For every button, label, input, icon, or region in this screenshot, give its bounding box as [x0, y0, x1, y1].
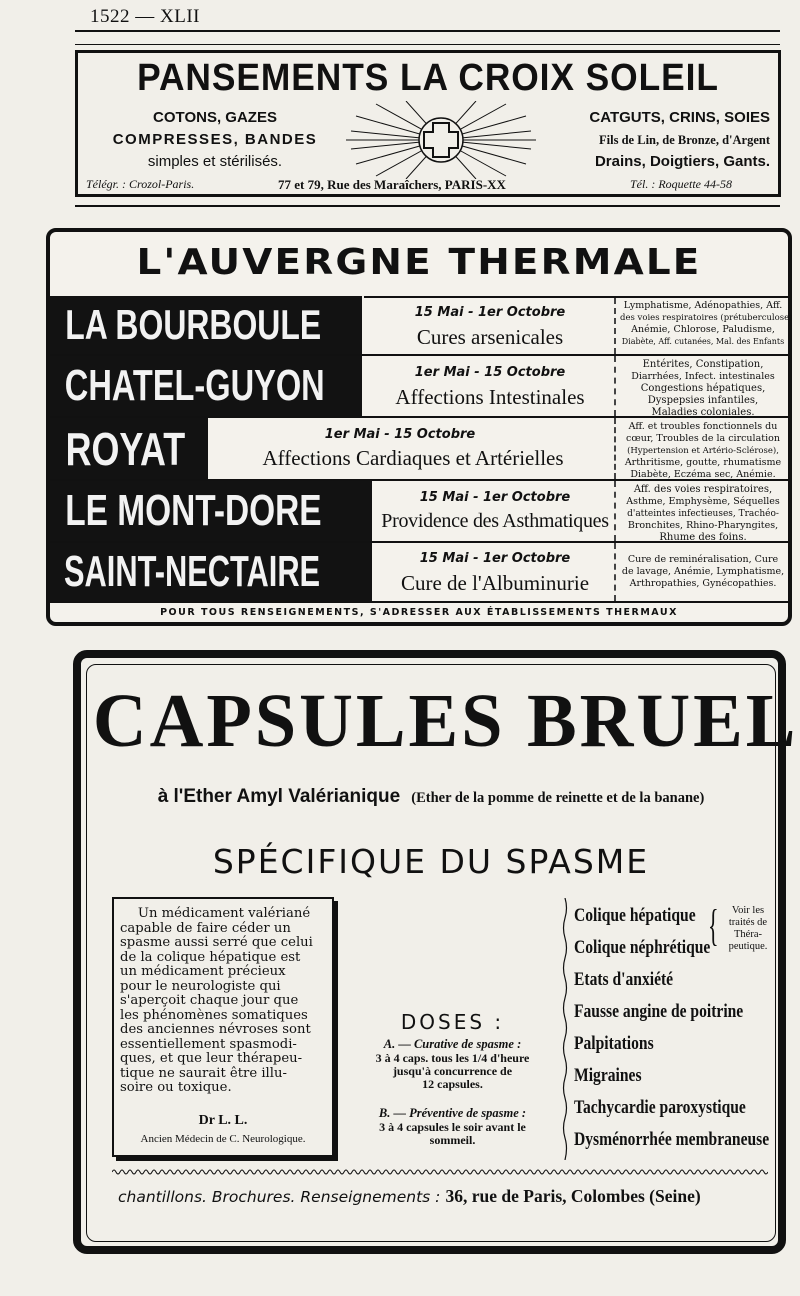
see-note-line: peutique. [728, 941, 768, 952]
brace-icon: { [708, 901, 719, 950]
indication-line: (Hypertension et Artério-Sclérose), [627, 446, 779, 456]
col-divider [614, 543, 616, 601]
quote-line: ques, et que leur thérapeu- [120, 1051, 303, 1066]
indication-line: Bronchites, Rhino-Pharyngites, [627, 520, 779, 531]
dose-b-title: B. — Préventive de spasme : [378, 1106, 527, 1120]
station-name: LA BOURBOULE [65, 301, 322, 348]
station-cure: Affections Cardiaques et Artérielles [262, 446, 564, 470]
indication-line: Anémie, Chlorose, Paludisme, [631, 324, 775, 335]
bruel-footer-italic: chantillons. Brochures. Renseignements : [118, 1188, 441, 1206]
ad1-bottom-rule [75, 205, 780, 207]
indication-line: Arthropathies, Gynécopathies. [629, 578, 777, 589]
quote-author: Dr L. L. [198, 1113, 248, 1128]
col-divider [614, 418, 616, 479]
croix-soleil-telegram: Télégr. : Crozol-Paris. [86, 177, 195, 191]
symptom-item: Tachycardie paroxystique [574, 1097, 746, 1118]
quote-line: les phénomènes somatiques [120, 1007, 308, 1023]
symptom-item: Dysménorrhée membraneuse [574, 1129, 770, 1150]
see-note-line: Voir les [731, 905, 765, 916]
station-name: ROYAT [65, 422, 186, 475]
station-name-box [50, 296, 362, 354]
station-name-box [50, 481, 372, 541]
indication-line: des voies respiratoires (prétuberculose) [620, 313, 793, 323]
auvergne-footer: POUR TOUS RENSEIGNEMENTS, S'ADRESSER AUX ÉTABLISSEMENTS THERMAUX [160, 607, 678, 618]
croix-soleil-title: PANSEMENTS LA CROIX SOLEIL [137, 57, 719, 99]
bruel-subtitle-bold: à l'Ether Amyl Valérianique [157, 786, 401, 807]
station-indications [620, 484, 786, 544]
bruel-title: CAPSULES BRUEL [92, 679, 799, 763]
symptom-item: Fausse angine de poitrine [574, 1001, 744, 1022]
see-note [718, 905, 778, 953]
bruel-footer-address: 36, rue de Paris, Colombes (Seine) [445, 1186, 701, 1206]
croix-soleil-phone: Tél. : Roquette 44-58 [630, 177, 732, 191]
dose-a-line: 3 à 4 caps. tous les 1/4 d'heure [375, 1051, 530, 1065]
quote-line: capable de faire céder un [120, 920, 291, 936]
symptom-item: Colique hépatique [574, 905, 696, 926]
dose-a-line: jusqu'à concurrence de [392, 1064, 513, 1078]
row-divider [50, 601, 788, 603]
bruel-footer [118, 1186, 778, 1207]
station-name-box [50, 356, 362, 416]
station-period: 15 Mai - 1er Octobre [419, 490, 571, 505]
station-name: CHATEL-GUYON [64, 361, 325, 410]
dose-b-line: 3 à 4 capsules le soir avant le [379, 1120, 526, 1134]
station-cure: Providence des Asthmatiques [381, 510, 609, 532]
dose-a-title: A. — Curative de spasme : [383, 1037, 522, 1051]
symptoms-divider [560, 898, 570, 1160]
header-rule [75, 30, 780, 32]
quote-line: Un médicament valériané [137, 906, 311, 921]
left-line: simples et stérilisés. [147, 153, 283, 170]
symptom-item: Colique néphrétique [574, 937, 711, 958]
left-line: COTONS, GAZES [153, 109, 277, 126]
ad-auvergne-thermale [46, 228, 792, 626]
quote-line: tique ne saurait être illu- [120, 1065, 287, 1081]
station-name: SAINT-NECTAIRE [64, 547, 321, 596]
station-cure: Affections Intestinales [395, 385, 585, 409]
croix-soleil-logo [346, 101, 536, 179]
indication-line: Cure de reminéralisation, Cure [627, 554, 779, 565]
quote-line: pour le neurologiste qui [120, 978, 281, 994]
left-line: COMPRESSES, BANDES [112, 131, 318, 148]
indication-line: Lymphatisme, Adénopathies, Aff. [623, 300, 783, 311]
doses-section [340, 1036, 565, 1147]
quote-line: essentiellement spasmodi- [120, 1036, 297, 1052]
indication-line: Arthritisme, goutte, rhumatisme [624, 457, 782, 468]
col-divider [614, 356, 616, 416]
ad-croix-soleil [75, 50, 781, 197]
indication-line: Congestions hépatiques, [640, 383, 766, 394]
right-line: CATGUTS, CRINS, SOIES [589, 109, 770, 126]
station-cure: Cure de l'Albuminurie [400, 571, 590, 595]
right-line: Drains, Doigtiers, Gants. [594, 153, 770, 170]
see-note-line: traités de [728, 917, 768, 928]
station-indications [620, 359, 786, 419]
dose-b-line: sommeil. [429, 1133, 476, 1147]
station-period: 1er Mai - 15 Octobre [324, 427, 476, 442]
quote-line: s'aperçoit chaque jour que [120, 993, 299, 1008]
indication-line: Aff. des voies respiratoires, [633, 484, 773, 495]
page-header: 1522 — XLII [90, 6, 200, 27]
indication-line: d'atteintes infectieuses, Trachéo- [627, 509, 779, 519]
station-indications [620, 300, 793, 348]
indication-line: Diabète, Eczéma sec, Anémie. [630, 469, 776, 480]
footer-wavy-rule [112, 1168, 768, 1176]
station-name: LE MONT-DORE [65, 486, 322, 535]
quote-line: un médicament précieux [120, 964, 286, 979]
croix-soleil-address: 77 et 79, Rue des Maraîchers, PARIS-XX [278, 177, 506, 192]
station-cure: Cures arsenicales [416, 325, 564, 349]
station-indications [620, 554, 786, 590]
quote-author-title: Ancien Médecin de C. Neurologique. [140, 1133, 306, 1145]
bruel-subtitle [86, 786, 776, 808]
station-indications [620, 421, 786, 481]
indication-line: de lavage, Anémie, Lymphatisme, [621, 566, 785, 577]
croix-soleil-right-lines [548, 107, 770, 173]
indication-line: Rhume des foins. [659, 532, 747, 543]
row-divider [364, 296, 788, 298]
quote-line: spasme aussi serré que celui [120, 935, 313, 950]
indication-line: Maladies coloniales. [651, 407, 755, 418]
bruel-quote-box [112, 897, 334, 1157]
indication-line: Entérites, Constipation, [642, 359, 764, 370]
station-period: 1er Mai - 15 Octobre [414, 365, 566, 380]
auvergne-title: L'AUVERGNE THERMALE [136, 242, 702, 283]
indication-line: Diarrhées, Infect. intestinales [631, 371, 775, 382]
right-line: Fils de Lin, de Bronze, d'Argent [599, 133, 770, 147]
bruel-subtitle-paren: (Ether de la pomme de reinette et de la banane) [411, 790, 705, 806]
quote-line: soire ou toxique. [120, 1080, 232, 1095]
quote-line: des anciennes névroses sont [120, 1022, 311, 1037]
quote-text [120, 907, 328, 1096]
station-period: 15 Mai - 1er Octobre [414, 305, 566, 320]
indication-line: Asthme, Emphysème, Séquelles [626, 496, 780, 507]
bruel-slogan: SPÉCIFIQUE DU SPASME [212, 842, 650, 881]
station-name-box [50, 418, 208, 479]
doses-title: DOSES : [400, 1010, 505, 1034]
indication-line: Diabète, Aff. cutanées, Mal. des Enfants [621, 337, 785, 346]
croix-soleil-left-lines [90, 107, 340, 173]
see-note-line: Théra- [734, 929, 762, 940]
col-divider [614, 298, 616, 354]
indication-line: cœur, Troubles de la circulation [626, 433, 780, 444]
station-name-box [50, 543, 372, 601]
ad1-top-rule [75, 44, 780, 45]
indication-line: Aff. et troubles fonctionnels du [628, 421, 778, 432]
dose-a-line: 12 capsules. [422, 1077, 483, 1091]
indication-line: Dyspepsies infantiles, [647, 395, 759, 406]
symptom-item: Migraines [574, 1065, 642, 1086]
symptom-item: Palpitations [574, 1033, 654, 1054]
symptom-item: Etats d'anxiété [574, 969, 674, 990]
quote-line: de la colique hépatique est [120, 949, 301, 965]
station-period: 15 Mai - 1er Octobre [419, 551, 571, 566]
